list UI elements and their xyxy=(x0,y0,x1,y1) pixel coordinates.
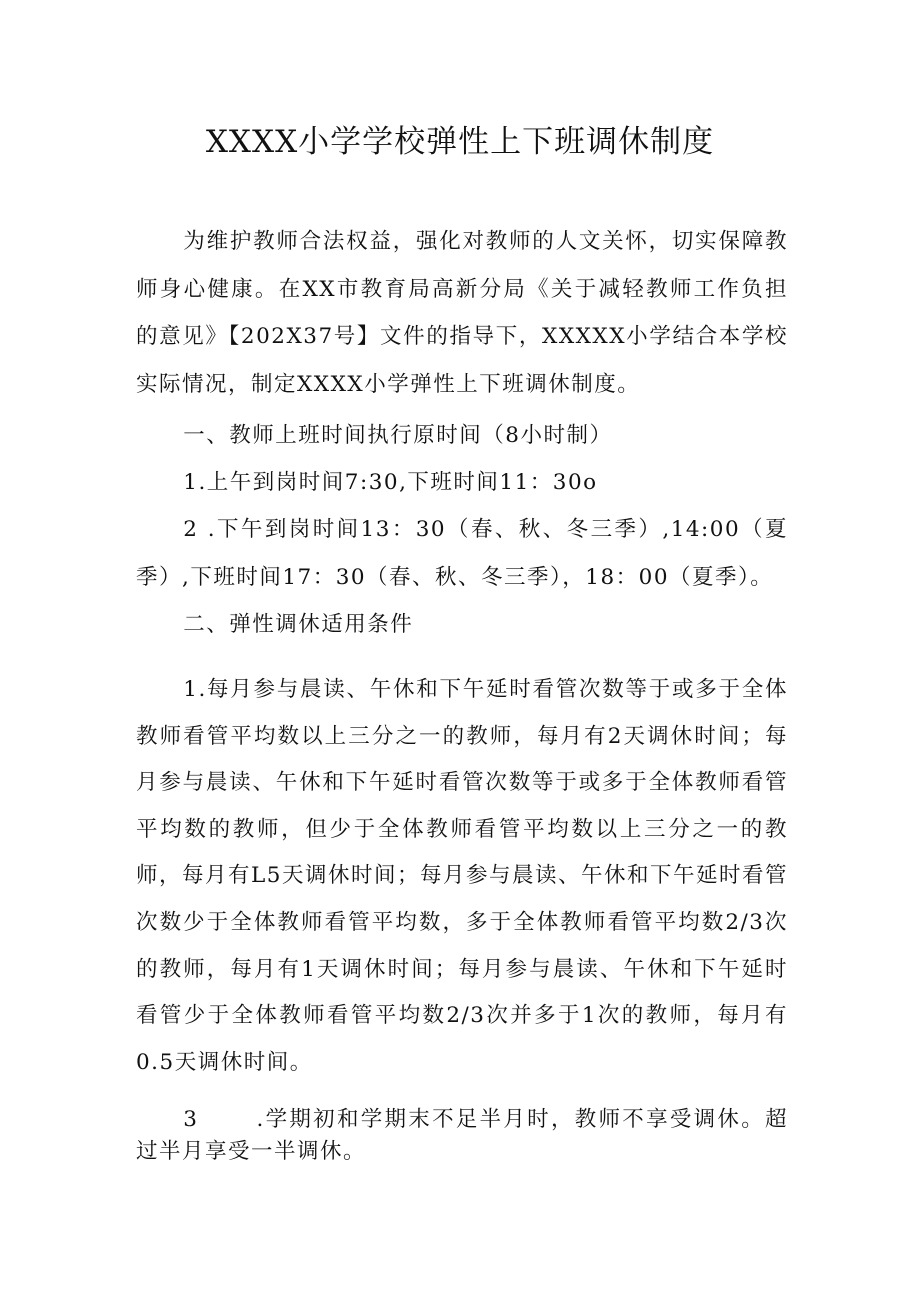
section-2-item-1: 1.每月参与晨读、午休和下午延时看管次数等于或多于全体教师看管平均数以上三分之一的教师，每月有2天调休时间；每月参与晨读、午休和下午延时看管次数等于或多于全体教师看管平均数的教师，但少于全体教师看管平均数以上三分之一的教师，每月有L5天调休时间；每月参与晨读、午休和下午延时看管次数少于全体教师看管平均数，多于全体教师看管平均数2/3次的教师，每月有1天调休时间；每月参与晨读、午休和下午延时看管少于全体教师看管平均数2/3次并多于1次的教师，每月有0.5天调休时间。 xyxy=(136,677,788,1075)
section-2-item-3-text: .学期初和学期末不足半月时，教师不享受调休。超过半月享受一半调休。 xyxy=(136,1107,788,1164)
section-1-heading: 一、教师上班时间执行原时间（8小时制） xyxy=(183,423,613,448)
section-2-item-3-number: 3 xyxy=(183,1107,199,1132)
section-1-item-2: 2 .下午到岗时间13：30（春、秋、冬三季）,14:00（夏季）,下班时间17：30（春、秋、冬三季），18：00（夏季）。 xyxy=(136,517,788,590)
document-title: XXXX小学学校弹性上下班调休制度 xyxy=(205,124,715,160)
section-2-item-3 xyxy=(136,1104,788,1168)
section-1-item-1: 1.上午到岗时间7:30,下班时间11：30o xyxy=(183,470,598,495)
section-2-heading: 二、弹性调休适用条件 xyxy=(183,612,414,637)
intro-paragraph: 为维护教师合法权益，强化对教师的人文关怀，切实保障教师身心健康。在XX市教育局高新分局《关于减轻教师工作负担的意见》【202X37号】文件的指导下，XXXXX小学结合本学校实际情况，制定XXXX小学弹性上下班调休制度。 xyxy=(136,229,788,397)
